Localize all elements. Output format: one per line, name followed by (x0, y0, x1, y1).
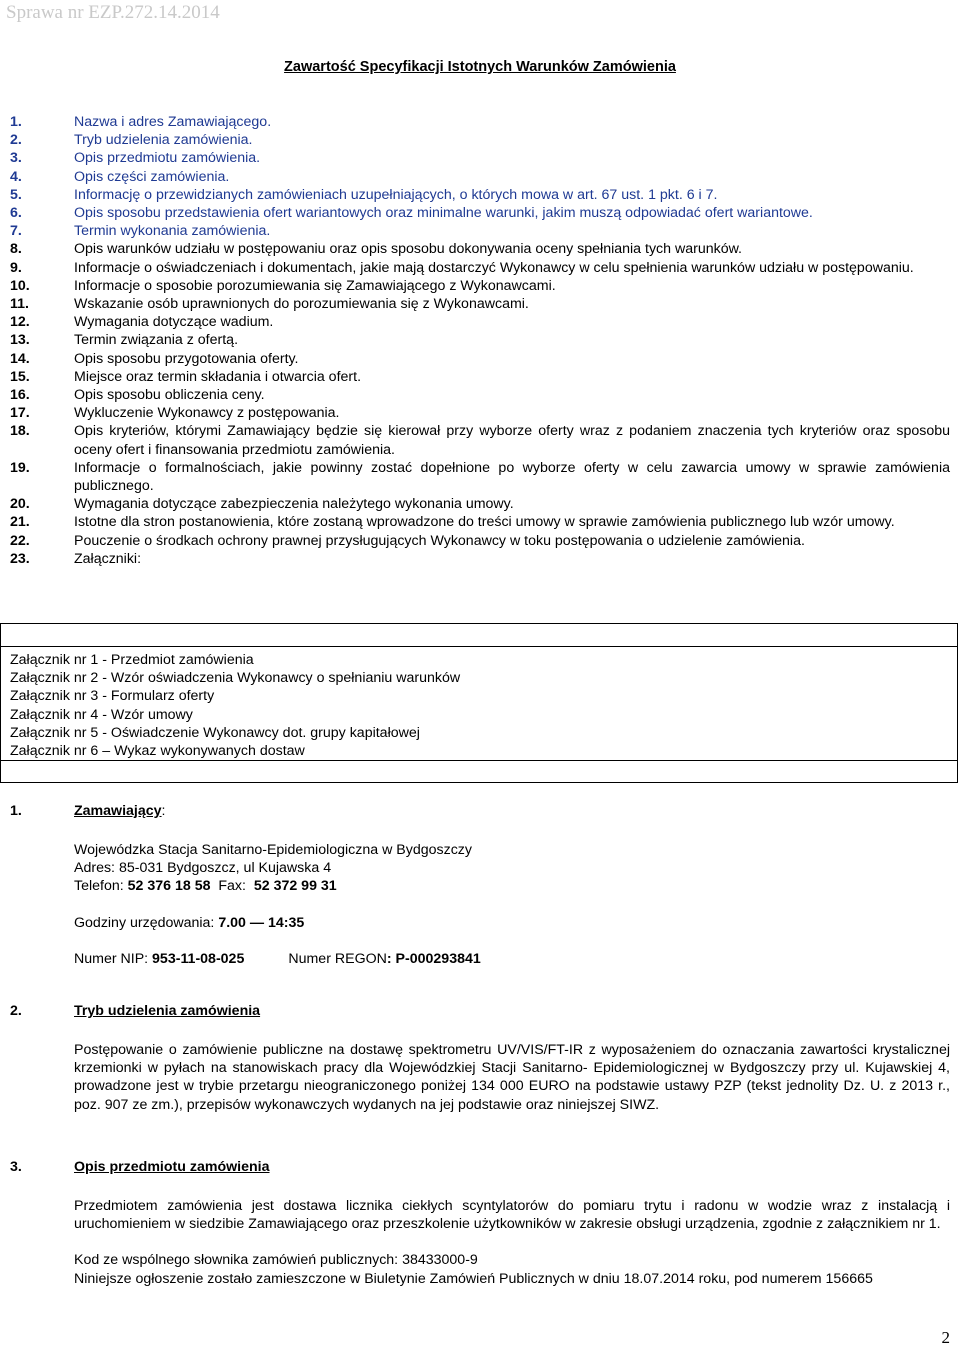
toc-item-number: 13. (10, 332, 30, 349)
address: Adres: 85-031 Bydgoszcz, ul Kujawska 4 (74, 860, 332, 877)
toc-item-text: Informację o przewidzianych zamówieniach uzupełniających, o których mowa w art. 67 ust. 1 pkt. 6 i 7. (74, 186, 718, 203)
toc-item-number: 4. (10, 168, 22, 185)
toc-item-text: Opis części zamówienia. (74, 168, 230, 185)
section-title: Zamawiający (74, 803, 162, 819)
toc-item (10, 259, 950, 277)
toc-item-text: Informacje o oświadczeniach i dokumentach, jakie mają dostarczyć Wykonawcy w celu spełnienia warunków udziału w postępowaniu. (74, 259, 914, 276)
toc-item (10, 513, 950, 531)
toc-item (10, 386, 950, 404)
section-number: 2. (10, 1003, 22, 1019)
section-title: Tryb udzielenia zamówienia (74, 1003, 261, 1019)
cpv-code: Kod ze wspólnego słownika zamówień publicznych: 38433000-9 (74, 1252, 478, 1269)
procedure-description: Postępowanie o zamówienie publiczne na dostawę spektrometru UV/VIS/FT-IR z wyposażeniem do oznaczania zawartości krystalicznej krzemionki w pyłach na stanowiskach pracy dla Wojewódzkiej Stacji Sanitarno- Epidemiologicznej w Bydgoszczy przy ul. Kujawskiej 4, prowadzone jest w trybie przetargu nieograniczonego poniżej 134 000 EURO na podstawie ustawy PZP (tekst jednolity Dz. U. z 2013 r., poz. 907 ze zm.), przepisów wykonawczych wydanych na jej podstawie oraz niniejszej SIWZ. (74, 1042, 950, 1113)
toc-item-text: Opis sposobu obliczenia ceny. (74, 387, 265, 404)
toc-item-number: 18. (10, 423, 30, 440)
section-subject (10, 1159, 950, 1288)
table-of-contents (10, 113, 950, 568)
regon-number: : P-000293841 (386, 950, 481, 967)
section-title: Opis przedmiotu zamówienia (74, 1159, 270, 1175)
toc-item (10, 149, 950, 167)
phone-number: 52 376 18 58 (127, 878, 211, 895)
toc-item-text: Istotne dla stron postanowienia, które zostaną wprowadzone do treści umowy w sprawie zamówienia publicznego lub wzór umowy. (74, 514, 895, 531)
registration-numbers (74, 950, 950, 968)
institution-name: Wojewódzka Stacja Sanitarno-Epidemiologiczna w Bydgoszczy (74, 842, 472, 858)
toc-item-number: 6. (10, 205, 22, 222)
attachment-item: Załącznik nr 1 - Przedmiot zamówienia (10, 652, 254, 668)
attachment-item: Załącznik nr 6 – Wykaz wykonywanych dostaw (10, 743, 305, 760)
toc-item-number: 7. (10, 223, 22, 240)
toc-item-text: Opis przedmiotu zamówienia. (74, 150, 261, 167)
toc-item-text: Wskazanie osób uprawnionych do porozumiewania się z Wykonawcami. (74, 296, 529, 313)
toc-item-text: Opis kryteriów, którymi Zamawiający będzie się kierował przy wyborze oferty wraz z podaniem znaczenia tych kryteriów oraz sposobu oceny ofert i finansowania przedmiotu zamówienia. (74, 423, 950, 458)
toc-item-number: 11. (10, 296, 29, 313)
toc-item-text: Tryb udzielenia zamówienia. (74, 132, 253, 149)
toc-item (10, 113, 950, 131)
toc-item (10, 222, 950, 240)
toc-item (10, 368, 950, 386)
toc-item-text: Opis sposobu przedstawienia ofert wariantowych oraz minimalne warunki, jakim muszą odpowiadać ofert wariantowe. (74, 205, 813, 222)
attachments-list (10, 651, 460, 760)
toc-item (10, 404, 950, 422)
toc-item-number: 16. (10, 387, 30, 404)
toc-item-number: 5. (10, 186, 22, 203)
toc-item (10, 295, 950, 313)
toc-item-number: 3. (10, 150, 22, 167)
toc-item-text: Miejsce oraz termin składania i otwarcia ofert. (74, 368, 362, 385)
toc-item-number: 21. (10, 514, 30, 531)
toc-item-text: Opis sposobu przygotowania oferty. (74, 350, 299, 367)
toc-item-text: Wymagania dotyczące wadium. (74, 314, 274, 331)
toc-item (10, 532, 950, 550)
office-hours-label: Godziny urzędowania: (74, 914, 219, 931)
section-heading (10, 1159, 950, 1179)
regon-label: Numer REGON (288, 950, 387, 967)
attachment-item: Załącznik nr 2 - Wzór oświadczenia Wykonawcy o spełnianiu warunków (10, 670, 461, 687)
attachments-box-top-divider (1, 646, 957, 647)
section-number: 3. (10, 1159, 22, 1175)
toc-item-number: 22. (10, 532, 30, 549)
toc-item-text: Termin wykonania zamówienia. (74, 223, 271, 240)
toc-item (10, 550, 950, 568)
fax-number: 52 372 99 31 (253, 878, 337, 895)
office-hours (74, 914, 950, 932)
toc-item-text: Nazwa i adres Zamawiającego. (74, 114, 272, 130)
nip-label: Numer NIP: (74, 950, 153, 967)
document-title: Zawartość Specyfikacji Istotnych Warunków Zamówienia (284, 59, 676, 75)
toc-item (10, 422, 950, 458)
publication-notice: Niniejsze ogłoszenie zostało zamieszczone w Biuletynie Zamówień Publicznych w dniu 18.07.2014 roku, pod numerem 156665 (74, 1270, 873, 1287)
toc-item-number: 12. (10, 314, 30, 331)
toc-item-number: 9. (10, 259, 22, 276)
section-heading (10, 803, 950, 823)
toc-item (10, 331, 950, 349)
contact-line (74, 877, 950, 895)
toc-item-text: Wykluczenie Wykonawcy z postępowania. (74, 405, 340, 422)
heading-colon: : (161, 803, 166, 819)
toc-item (10, 459, 950, 495)
attachment-item: Załącznik nr 3 - Formularz oferty (10, 688, 215, 705)
toc-item-text: Informacje o sposobie porozumiewania się Zamawiającego z Wykonawcami. (74, 277, 556, 294)
toc-item-text: Informacje o formalnościach, jakie powinny zostać dopełnione po wyborze oferty w celu zawarcia umowy w sprawie zamówienia publicznego. (74, 459, 950, 495)
toc-item-text: Termin związania z ofertą. (74, 332, 239, 349)
toc-item-number: 8. (10, 241, 22, 258)
toc-item-number: 19. (10, 459, 30, 476)
toc-item (10, 186, 950, 204)
attachments-box (0, 623, 958, 783)
toc-item-number: 14. (10, 350, 30, 367)
subject-description: Przedmiotem zamówienia jest dostawa licznika ciekłych scyntylatorów do pomiaru trytu i radonu w wodzie wraz z instalacją i uruchomieniem w siedzibie Zamawiającego oraz przeszkolenie użytkowników w zakresie obsługi urządzenia, zgodnie z załącznikiem nr 1. (74, 1198, 950, 1233)
toc-item-number: 2. (10, 132, 22, 149)
section-contracting-authority (10, 803, 950, 968)
section-number: 1. (10, 803, 22, 819)
toc-item (10, 350, 950, 368)
toc-item-number: 10. (10, 277, 30, 294)
toc-item-text: Wymagania dotyczące zabezpieczenia należytego wykonania umowy. (74, 496, 514, 513)
nip-number: 953-11-08-025 (152, 950, 245, 967)
section-heading (10, 1003, 950, 1023)
fax-label: Fax: (210, 878, 254, 895)
toc-item-number: 23. (10, 550, 30, 567)
toc-item (10, 204, 950, 222)
toc-item-number: 20. (10, 496, 30, 513)
toc-item (10, 240, 950, 258)
toc-item-text: Pouczenie o środkach ochrony prawnej przysługujących Wykonawcy w toku postępowania o udzielenie zamówienia. (74, 532, 805, 549)
toc-item-number: 17. (10, 405, 30, 422)
toc-item (10, 168, 950, 186)
page-number: 2 (941, 1328, 950, 1347)
office-hours-value: 7.00 — 14:35 (218, 914, 305, 931)
toc-item (10, 495, 950, 513)
attachment-item: Załącznik nr 5 - Oświadczenie Wykonawcy dot. grupy kapitałowej (10, 724, 420, 741)
toc-item (10, 131, 950, 149)
case-number-watermark: Sprawa nr EZP.272.14.2014 (6, 2, 220, 23)
toc-item (10, 277, 950, 295)
toc-item (10, 313, 950, 331)
phone-label: Telefon: (74, 878, 128, 895)
section-procedure (10, 1003, 950, 1114)
toc-item-number: 15. (10, 368, 30, 385)
toc-item-number: 1. (10, 114, 22, 130)
attachment-item: Załącznik nr 4 - Wzór umowy (10, 706, 193, 723)
toc-item-text: Załączniki: (74, 550, 142, 567)
attachments-box-bottom-divider (1, 760, 957, 761)
toc-item-text: Opis warunków udziału w postępowaniu oraz opis sposobu dokonywania oceny spełniania tych warunków. (74, 241, 742, 258)
